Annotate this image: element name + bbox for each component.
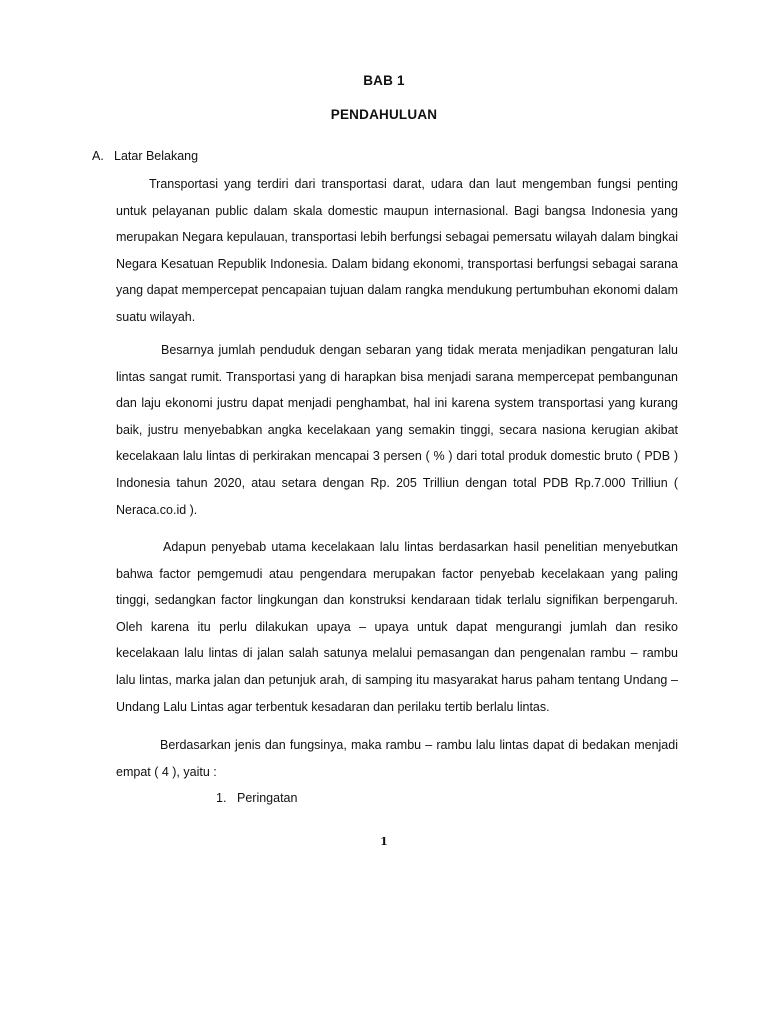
paragraph: Transportasi yang terdiri dari transportasi darat, udara dan laut mengemban fungsi penting untuk pelayanan public dalam skala domestic maupun internasional. Bagi bangsa Indonesia yang merupakan Negara kepulauan, transportasi lebih berfungsi sebagai pemersatu wilayah dalam bingkai Negara Kesatuan Republik Indonesia. Dalam bidang ekonomi, transportasi berfungsi sebagai sarana yang dapat mempercepat pencapaian tujuan dalam rangka mendukung pertumbuhan ekonomi dalam suatu wilayah. xyxy=(116,177,678,324)
section-heading xyxy=(92,149,198,163)
paragraph: Besarnya jumlah penduduk dengan sebaran yang tidak merata menjadikan pengaturan lalu lintas sangat rumit. Transportasi yang di harapkan bisa menjadi sarana mempercepat pembangunan dan laju ekonomi justru dapat menjadi penghambat, hal ini karena system transportasi yang kurang baik, justru menyebabkan angka kecelakaan yang semakin tinggi, secara nasiona kerugian akibat kecelakaan lalu lintas di perkirakan mencapai 3 persen ( % ) dari total produk domestic bruto ( PDB ) Indonesia tahun 2020, atau setara dengan Rp. 205 Trilliun dengan total PDB Rp.7.000 Trilliun ( Neraca.co.id ). xyxy=(116,343,678,517)
section-marker: A. xyxy=(92,149,104,163)
paragraph: Adapun penyebab utama kecelakaan lalu lintas berdasarkan hasil penelitian menyebutkan bahwa factor pemgemudi atau pengendara merupakan factor penyebab kecelakaan yang paling tinggi, sedangkan factor lingkungan dan konstruksi kendaraan tidak terlalu signifikan berpengaruh. Oleh karena itu perlu dilakukan upaya – upaya untuk dapat mengurangi jumlah dan resiko kecelakaan lalu lintas di jalan salah satunya melalui pemasangan dan pengenalan rambu – rambu lalu lintas, marka jalan dan petunjuk arah, di samping itu masyarakat harus paham tentang Undang – Undang Lalu Lintas agar terbentuk kesadaran dan perilaku tertib berlalu lintas. xyxy=(116,540,678,714)
chapter-title: PENDAHULUAN xyxy=(330,107,438,122)
list-item-number: 1. xyxy=(216,791,227,805)
chapter-number: BAB 1 xyxy=(363,73,405,88)
page-number: 1 xyxy=(380,835,388,848)
paragraph: Berdasarkan jenis dan fungsinya, maka rambu – rambu lalu lintas dapat di bedakan menjadi empat ( 4 ), yaitu : xyxy=(116,738,678,779)
list-item-text: Peringatan xyxy=(237,791,298,805)
list-item xyxy=(216,791,297,805)
section-title: Latar Belakang xyxy=(114,149,199,163)
